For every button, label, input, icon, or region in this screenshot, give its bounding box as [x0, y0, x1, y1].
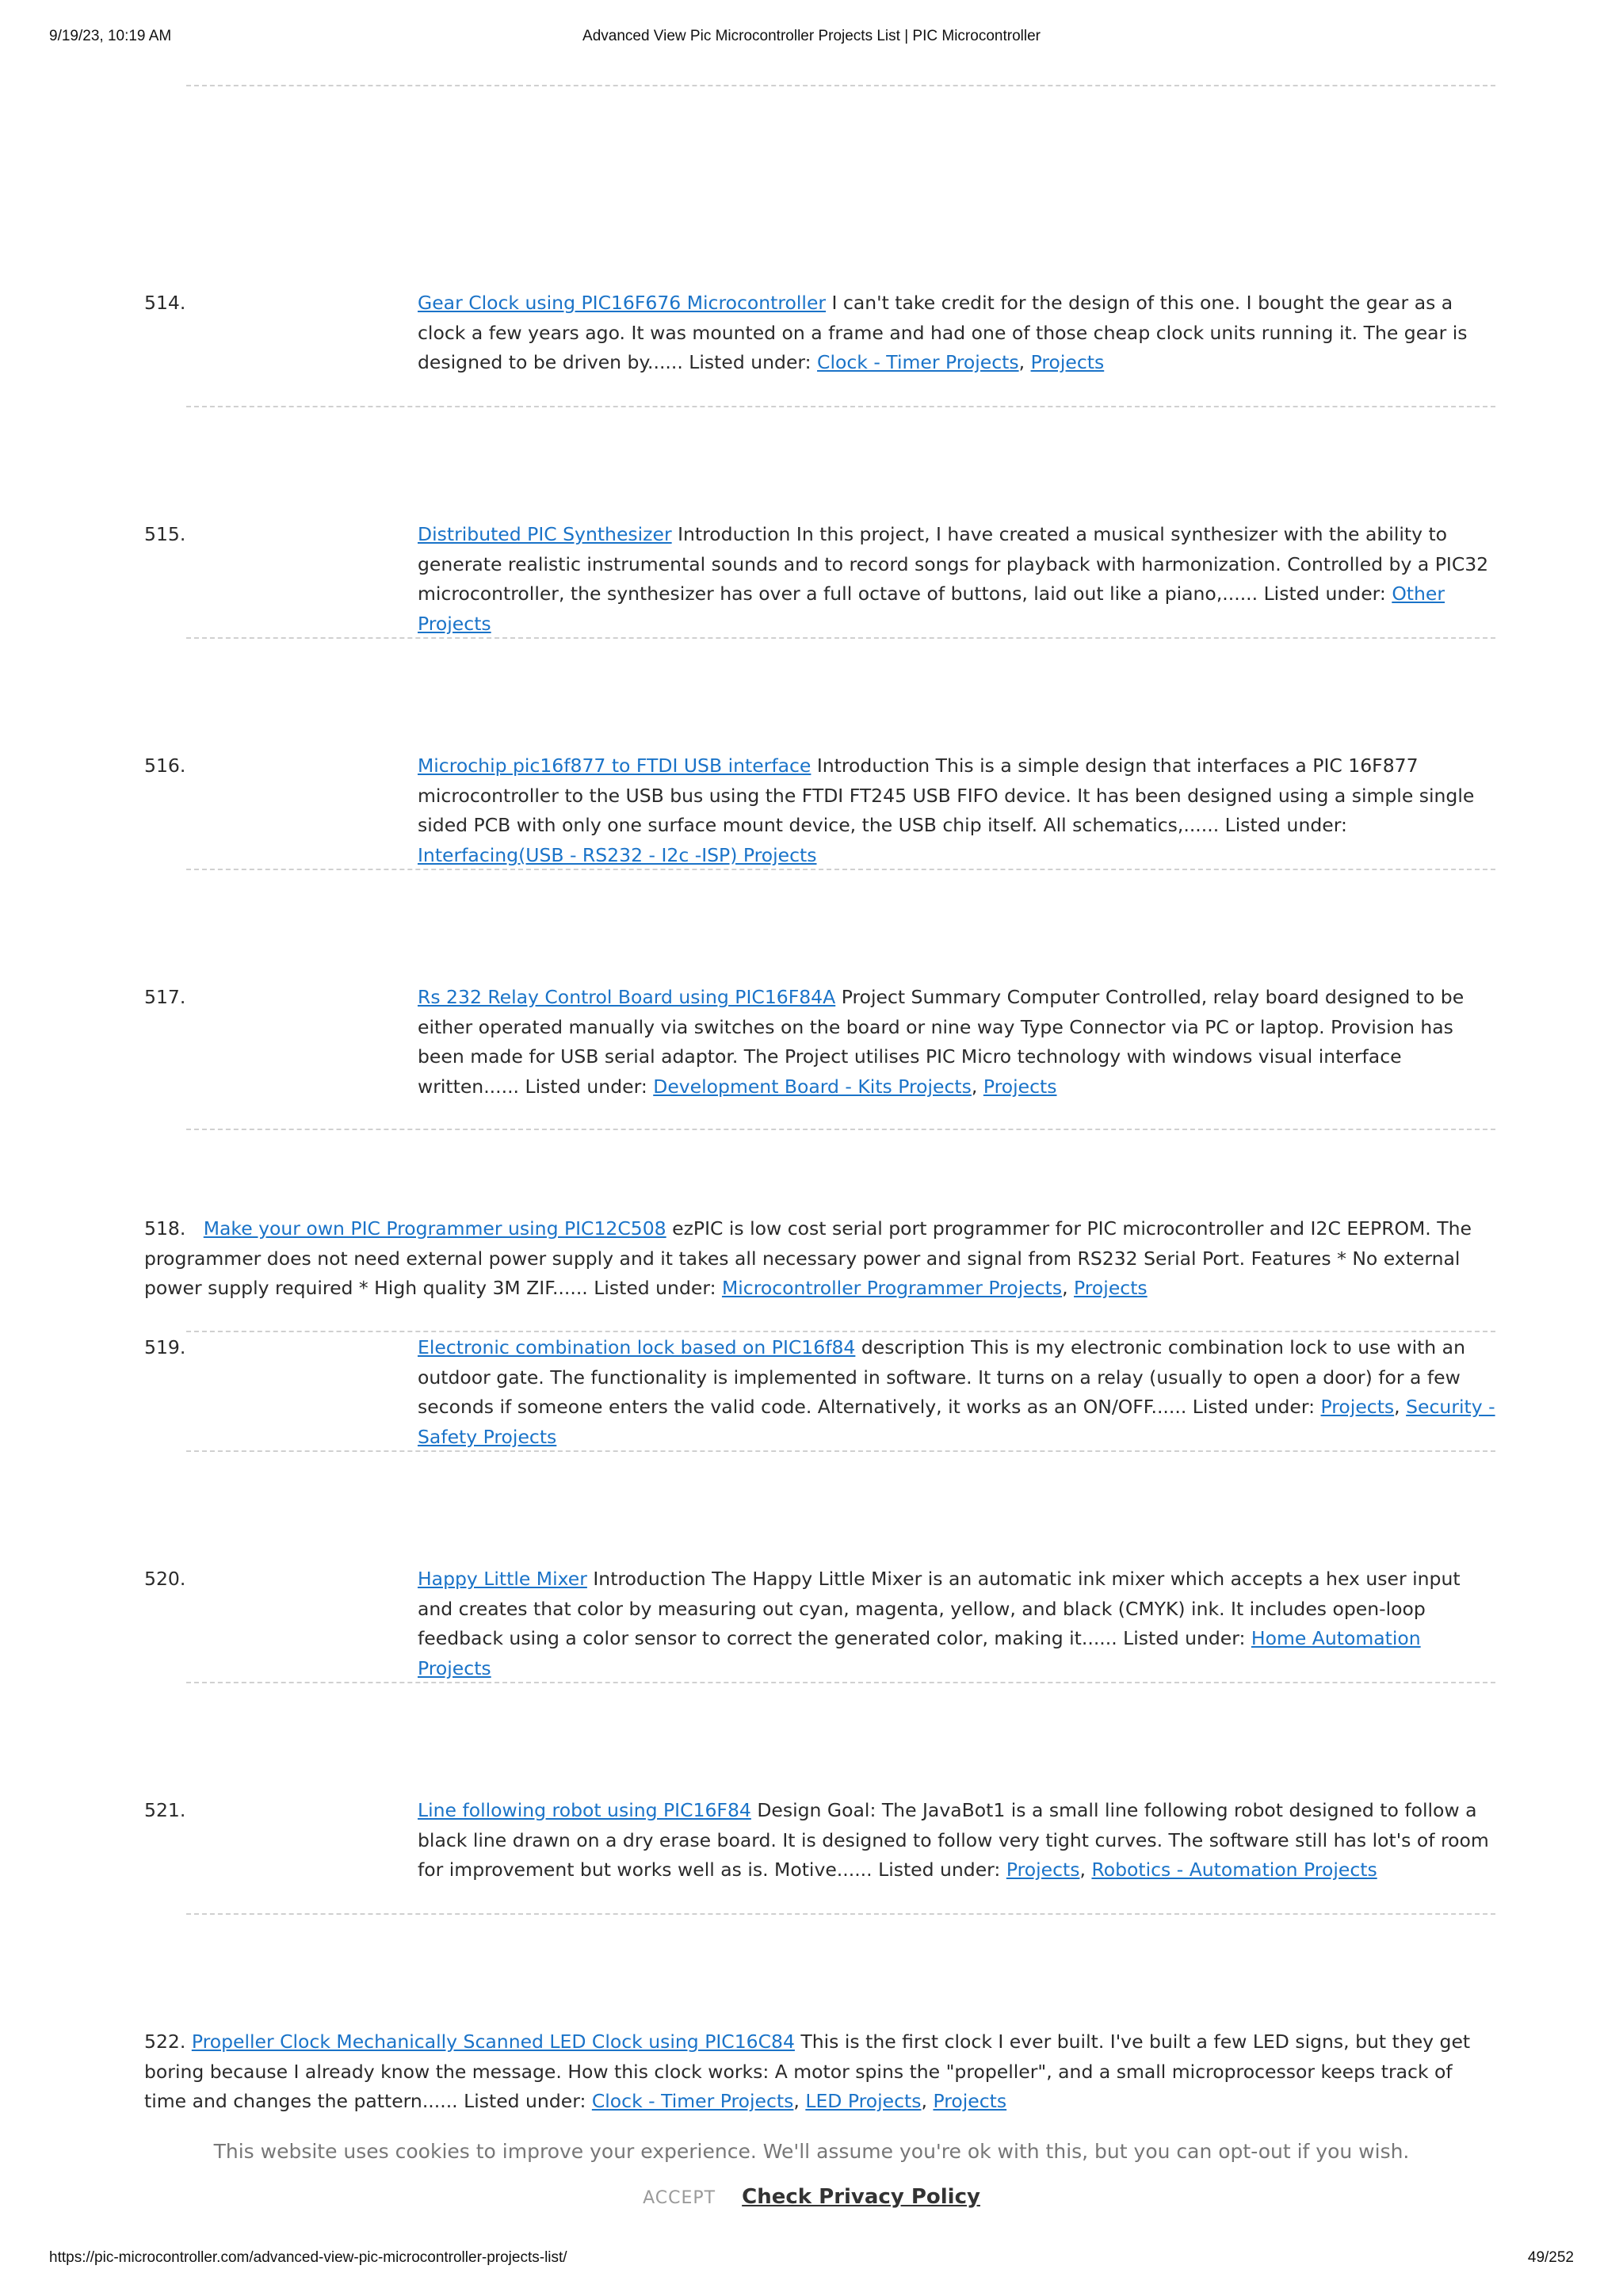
entry-number: 517.: [144, 986, 186, 1008]
print-page-number: 49/252: [1527, 2249, 1574, 2266]
project-entry: [144, 2027, 1496, 2117]
category-link[interactable]: Projects: [933, 2090, 1007, 2112]
project-entry: [144, 1214, 1496, 1304]
project-title-link[interactable]: Happy Little Mixer: [418, 1568, 587, 1590]
project-title-link[interactable]: Gear Clock using PIC16F676 Microcontroller: [418, 292, 827, 314]
cookie-consent-bar: [0, 2140, 1623, 2227]
divider: [186, 1129, 1495, 1130]
entry-body: [418, 1564, 1496, 1683]
accept-cookies-button[interactable]: ACCEPT: [643, 2188, 716, 2208]
category-link[interactable]: Projects: [1074, 1277, 1148, 1299]
category-link[interactable]: Clock - Timer Projects: [817, 351, 1019, 373]
entry-number: 514.: [144, 292, 186, 314]
entry-body: [418, 751, 1496, 870]
project-description: ezPIC is low cost serial port programmer for PIC microcontroller and I2C EEPROM. The programmer does not need external power supply and it takes all necessary power and signal from RS232 Serial Port. Features * No external power supply required * High quality 3M ZIF...... Listed under:: [144, 1217, 1472, 1299]
entry-number: 515.: [144, 523, 186, 545]
entry-number: 519.: [144, 1336, 186, 1358]
cookie-actions: [0, 2185, 1623, 2209]
project-description: Design Goal: The JavaBot1 is a small line following robot designed to follow a black line drawn on a dry erase board. It is designed to follow very tight curves. The software still has lot's of room for improvement but works well as is. Motive...... Listed under:: [418, 1799, 1489, 1881]
project-description: description This is my electronic combination lock to use with an outdoor gate. The functionality is implemented in software. It turns on a relay (usually to open a door) for a few seconds if someone enters the valid code. Alternatively, it works as an ON/OFF...... Listed under:: [418, 1336, 1465, 1418]
category-link[interactable]: Robotics - Automation Projects: [1091, 1859, 1377, 1881]
entry-number: 518.: [144, 1217, 186, 1240]
divider: [186, 1331, 1495, 1332]
category-link[interactable]: Clock - Timer Projects: [591, 2090, 794, 2112]
project-description: This is the first clock I ever built. I've built a few LED signs, but they get boring because I already know the message. How this clock works: A motor spins the "propeller", and a small microprocessor keeps track of time and changes the pattern...... Listed under:: [144, 2030, 1471, 2112]
category-link[interactable]: Projects: [1006, 1859, 1080, 1881]
print-header: [49, 28, 1574, 48]
divider: [186, 85, 1495, 86]
project-title-link[interactable]: Rs 232 Relay Control Board using PIC16F84A: [418, 986, 836, 1008]
project-title-link[interactable]: Line following robot using PIC16F84: [418, 1799, 751, 1821]
print-url: https://pic-microcontroller.com/advanced-view-pic-microcontroller-projects-list/: [49, 2249, 567, 2266]
category-link[interactable]: Projects: [983, 1075, 1057, 1098]
project-description: Introduction This is a simple design that interfaces a PIC 16F877 microcontroller to the USB bus using the FTDI FT245 USB FIFO device. It has been designed using a simple single sided PCB with only one surface mount device, the USB chip itself. All schematics,...... Listed under:: [418, 755, 1475, 836]
project-title-link[interactable]: Microchip pic16f877 to FTDI USB interface: [418, 755, 812, 777]
project-title-link[interactable]: Electronic combination lock based on PIC16f84: [418, 1336, 856, 1358]
category-link[interactable]: Security - Safety Projects: [418, 1396, 1495, 1448]
project-description: Introduction In this project, I have created a musical synthesizer with the ability to generate realistic instrumental sounds and to record songs for playback with harmonization. Controlled by a PIC32 microcontroller, the synthesizer has over a full octave of buttons, laid out like a piano,...... Listed under:: [418, 523, 1489, 605]
entry-body: [418, 520, 1496, 639]
project-description: Introduction The Happy Little Mixer is an automatic ink mixer which accepts a hex user input and creates that color by measuring out cyan, magenta, yellow, and black (CMYK) ink. It includes open-loop feedback using a color sensor to correct the generated color, making it...... Listed under:: [418, 1568, 1461, 1649]
project-title-link[interactable]: Distributed PIC Synthesizer: [418, 523, 672, 545]
entry-body: Line following robot using PIC16F84 Design Goal: The JavaBot1 is a small line following robot designed to follow a black line drawn on a dry erase board. It is designed to follow very tight curves. The software still has lot's of room for improvement but works well as is. Motive...... Listed under: Projects, Robotics - Automation Projects: [418, 1799, 1489, 1881]
project-description: Project Summary Computer Controlled, relay board designed to be either operated manually via switches on the board or nine way Type Connector via PC or laptop. Provision has been made for USB serial adaptor. The Project utilises PIC Micro technology with windows visual interface written...... Listed under:: [418, 986, 1465, 1098]
entry-number: 520.: [144, 1568, 186, 1590]
category-link[interactable]: Home Automation Projects: [418, 1627, 1421, 1679]
project-description: I can't take credit for the design of this one. I bought the gear as a clock a few years ago. It was mounted on a frame and had one of those cheap clock units running it. The gear is designed to be driven by...... Listed under:: [418, 292, 1468, 373]
cookie-message: This website uses cookies to improve your experience. We'll assume you're ok with this, but you can opt-out if you wish.: [213, 2140, 1410, 2163]
category-link[interactable]: LED Projects: [805, 2090, 922, 2112]
divider: [186, 1913, 1495, 1915]
privacy-policy-link[interactable]: Check Privacy Policy: [742, 2185, 980, 2209]
category-link[interactable]: Microcontroller Programmer Projects: [721, 1277, 1063, 1299]
project-title-link[interactable]: Make your own PIC Programmer using PIC12C508: [203, 1217, 666, 1240]
project-title-link[interactable]: Propeller Clock Mechanically Scanned LED Clock using PIC16C84: [191, 2030, 795, 2053]
entry-number: 522.: [144, 2030, 186, 2053]
entry-body: 522. Propeller Clock Mechanically Scanned LED Clock using PIC16C84 This is the first clock I ever built. I've built a few LED signs, but they get boring because I already know the message. How this clock works: A motor spins the "propeller", and a small microprocessor keeps track of time and changes the pattern...... Listed under: Clock - Timer Projects, LED Projects, Projects: [144, 2030, 1471, 2112]
category-link[interactable]: Projects: [1030, 351, 1105, 373]
category-link[interactable]: Projects: [1320, 1396, 1395, 1418]
entry-body: Rs 232 Relay Control Board using PIC16F84A Project Summary Computer Controlled, relay board designed to be either operated manually via switches on the board or nine way Type Connector via PC or laptop. Provision has been made for USB serial adaptor. The Project utilises PIC Micro technology with windows visual interface written...... Listed under: Development Board - Kits Projects, Projects: [418, 986, 1465, 1098]
print-datetime: 9/19/23, 10:19 AM: [49, 28, 172, 44]
print-page-title: Advanced View Pic Microcontroller Projects List | PIC Microcontroller: [582, 28, 1041, 44]
entry-body: Electronic combination lock based on PIC16f84 description This is my electronic combination lock to use with an outdoor gate. The functionality is implemented in software. It turns on a relay (usually to open a door) for a few seconds if someone enters the valid code. Alternatively, it works as an ON/OFF...... Listed under: Projects, Security - Safety Projects: [418, 1336, 1495, 1448]
print-footer: [49, 2249, 1574, 2270]
entry-number: 516.: [144, 755, 186, 777]
entry-body: Gear Clock using PIC16F676 Microcontroller I can't take credit for the design of this one. I bought the gear as a clock a few years ago. It was mounted on a frame and had one of those cheap clock units running it. The gear is designed to be driven by...... Listed under: Clock - Timer Projects, Projects: [418, 292, 1468, 373]
divider: [186, 406, 1495, 407]
category-link[interactable]: Other Projects: [418, 583, 1445, 635]
entry-body: 518. Make your own PIC Programmer using PIC12C508 ezPIC is low cost serial port programmer for PIC microcontroller and I2C EEPROM. The programmer does not need external power supply and it takes all necessary power and signal from RS232 Serial Port. Features * No external power supply required * High quality 3M ZIF...... Listed under: Microcontroller Programmer Projects, Projects: [144, 1217, 1472, 1299]
entry-number: 521.: [144, 1799, 186, 1821]
category-link[interactable]: Development Board - Kits Projects: [653, 1075, 972, 1098]
category-link[interactable]: Interfacing(USB - RS232 - I2c -ISP) Projects: [418, 843, 817, 866]
